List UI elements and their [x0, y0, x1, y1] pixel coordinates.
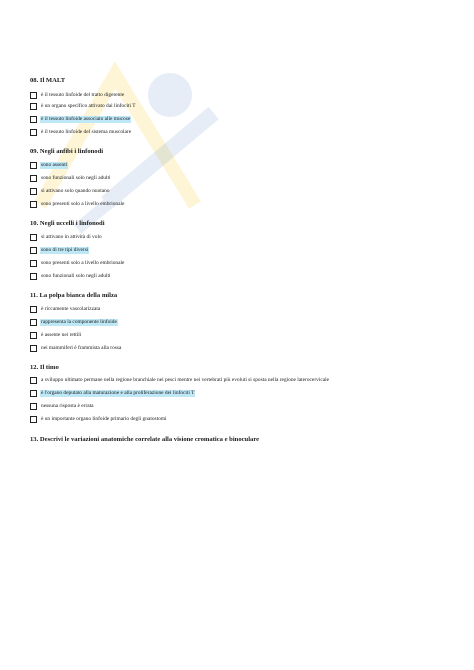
answer-text: sono assenti	[41, 161, 68, 168]
checkbox[interactable]	[30, 319, 37, 326]
answer-option[interactable]	[30, 402, 95, 410]
question-title: 08. Il MALT	[30, 77, 66, 84]
answer-option[interactable]	[30, 331, 82, 339]
answer-option[interactable]	[30, 187, 111, 195]
checkbox[interactable]	[30, 247, 37, 254]
answer-option[interactable]	[30, 272, 111, 280]
question-title: 13. Descrivi le variazioni anatomiche correlate alla visione cromatica e binoculare	[30, 436, 260, 443]
checkbox[interactable]	[30, 345, 37, 352]
answer-text: si attivano solo quando nuotano	[41, 187, 110, 194]
checkbox[interactable]	[30, 92, 37, 99]
answer-text: sono funzionali solo negli adulti	[41, 174, 111, 181]
answer-text: è assente nei rettili	[41, 331, 82, 338]
answer-option[interactable]	[30, 174, 111, 182]
question-title: 12. Il timo	[30, 364, 59, 371]
checkbox[interactable]	[30, 260, 37, 267]
answer-text: sono presenti solo a livello embrionale	[41, 200, 125, 207]
answer-option-highlighted[interactable]	[30, 246, 89, 254]
answer-option[interactable]	[30, 415, 168, 423]
answer-text: a sviluppo ultimato permane nella regione branchiale nei pesci mentre nei vertebrati più evoluti si sposta nella regione laterocervicale	[41, 376, 329, 383]
checkbox[interactable]	[30, 103, 37, 110]
answer-option[interactable]	[30, 200, 125, 208]
answer-text: sono presenti solo a livello embrionale	[41, 259, 125, 266]
answer-text: nei mammiferi è frammista alla rossa	[41, 344, 122, 351]
question-title: 09. Negli anfibi i linfonodi	[30, 148, 104, 155]
answer-option-highlighted[interactable]	[30, 161, 68, 169]
answer-text: è il tessuto linfoide del tratto digerente	[41, 91, 125, 98]
answer-option[interactable]	[30, 305, 101, 313]
checkbox[interactable]	[30, 306, 37, 313]
checkbox[interactable]	[30, 201, 37, 208]
answer-option[interactable]	[30, 128, 132, 136]
answer-option[interactable]	[30, 91, 125, 99]
answer-text: si attivano in attività di volo	[41, 233, 102, 240]
answer-option[interactable]	[30, 233, 103, 241]
answer-text: è un importante organo linfoide primario degli gnatostomi	[41, 415, 167, 422]
checkbox[interactable]	[30, 129, 37, 136]
answer-option-highlighted[interactable]	[30, 389, 195, 397]
answer-option[interactable]	[30, 344, 122, 352]
answer-text: sono funzionali solo negli adulti	[41, 272, 111, 279]
answer-text: è il tessuto linfoide del sistema muscolare	[41, 128, 132, 135]
answer-text: è un organo specifico attivato dai linfociti T	[41, 102, 136, 109]
answer-text: è il tessuto linfoide associato alle mucose	[41, 115, 131, 122]
checkbox[interactable]	[30, 273, 37, 280]
checkbox[interactable]	[30, 332, 37, 339]
answer-option-highlighted[interactable]	[30, 318, 118, 326]
answer-option[interactable]	[30, 376, 330, 384]
answer-text: sono di tre tipi diversi	[41, 246, 89, 253]
checkbox[interactable]	[30, 188, 37, 195]
checkbox[interactable]	[30, 175, 37, 182]
answer-text: è l'organo deputato alla maturazione e alla proliferazione dei linfociti T	[41, 389, 195, 396]
answer-option-highlighted[interactable]	[30, 115, 131, 123]
answer-text: rappresenta la componente linfoide	[41, 318, 117, 325]
checkbox[interactable]	[30, 234, 37, 241]
checkbox[interactable]	[30, 162, 37, 169]
checkbox[interactable]	[30, 390, 37, 397]
question-title: 11. La polpa bianca della milza	[30, 292, 118, 299]
checkbox[interactable]	[30, 377, 37, 384]
answer-text: è riccamente vascolarizzata	[41, 305, 101, 312]
answer-option[interactable]	[30, 259, 125, 267]
checkbox[interactable]	[30, 116, 37, 123]
answer-text: nessuna risposta è errata	[41, 402, 94, 409]
question-title: 10. Negli uccelli i linfonodi	[30, 220, 105, 227]
answer-option[interactable]	[30, 102, 137, 110]
checkbox[interactable]	[30, 416, 37, 423]
checkbox[interactable]	[30, 403, 37, 410]
